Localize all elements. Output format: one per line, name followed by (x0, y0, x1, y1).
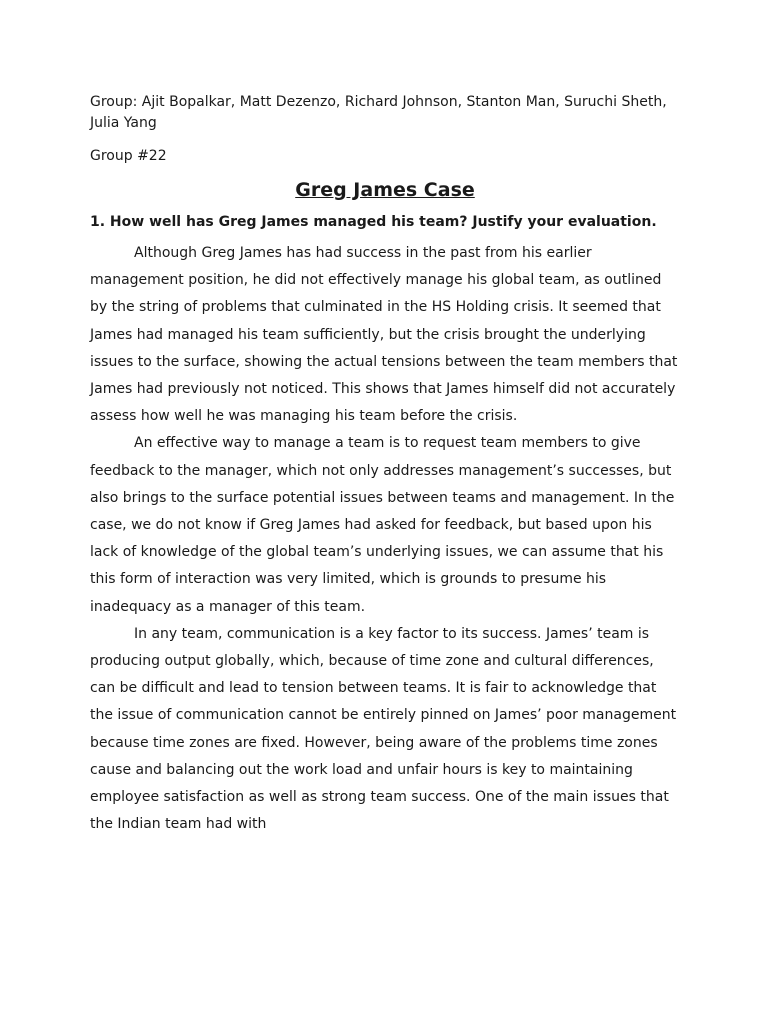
document-title: Greg James Case (295, 179, 475, 201)
group-members: Group: Ajit Bopalkar, Matt Dezenzo, Richard Johnson, Stanton Man, Suruchi Sheth, Julia Yang (90, 94, 667, 131)
document-page (90, 92, 680, 838)
paragraph: An effective way to manage a team is to request team members to give feedback to the manager, which not only addresses management’s successes, but also brings to the surface potential issues between teams and management. In the case, we do not know if Greg James had asked for feedback, but based upon his lack of knowledge of the global team’s underlying issues, we can assume that his this form of interaction was very limited, which is grounds to presume his inadequacy as a manager of this team. (90, 435, 675, 615)
group-number: Group #22 (90, 148, 167, 164)
paragraph: In any team, communication is a key factor to its success. James’ team is producing output globally, which, because of time zone and cultural differences, can be difficult and lead to tension between teams. It is fair to acknowledge that the issue of communication cannot be entirely pinned on James’ poor management because time zones are fixed. However, being aware of the problems time zones cause and balancing out the work load and unfair hours is key to maintaining employee satisfaction as well as strong team success. One of the main issues that the Indian team had with (90, 625, 677, 833)
body-text (90, 240, 680, 838)
question-heading: 1. How well has Greg James managed his team? Justify your evaluation. (90, 214, 657, 230)
paragraph: Although Greg James has had success in the past from his earlier management position, he did not effectively manage his global team, as outlined by the string of problems that culminated in the HS Holding crisis. It seemed that James had managed his team sufficiently, but the crisis brought the underlying issues to the surface, showing the actual tensions between the team members that James had previously not noticed. This shows that James himself did not accurately assess how well he was managing his team before the crisis. (90, 245, 678, 425)
